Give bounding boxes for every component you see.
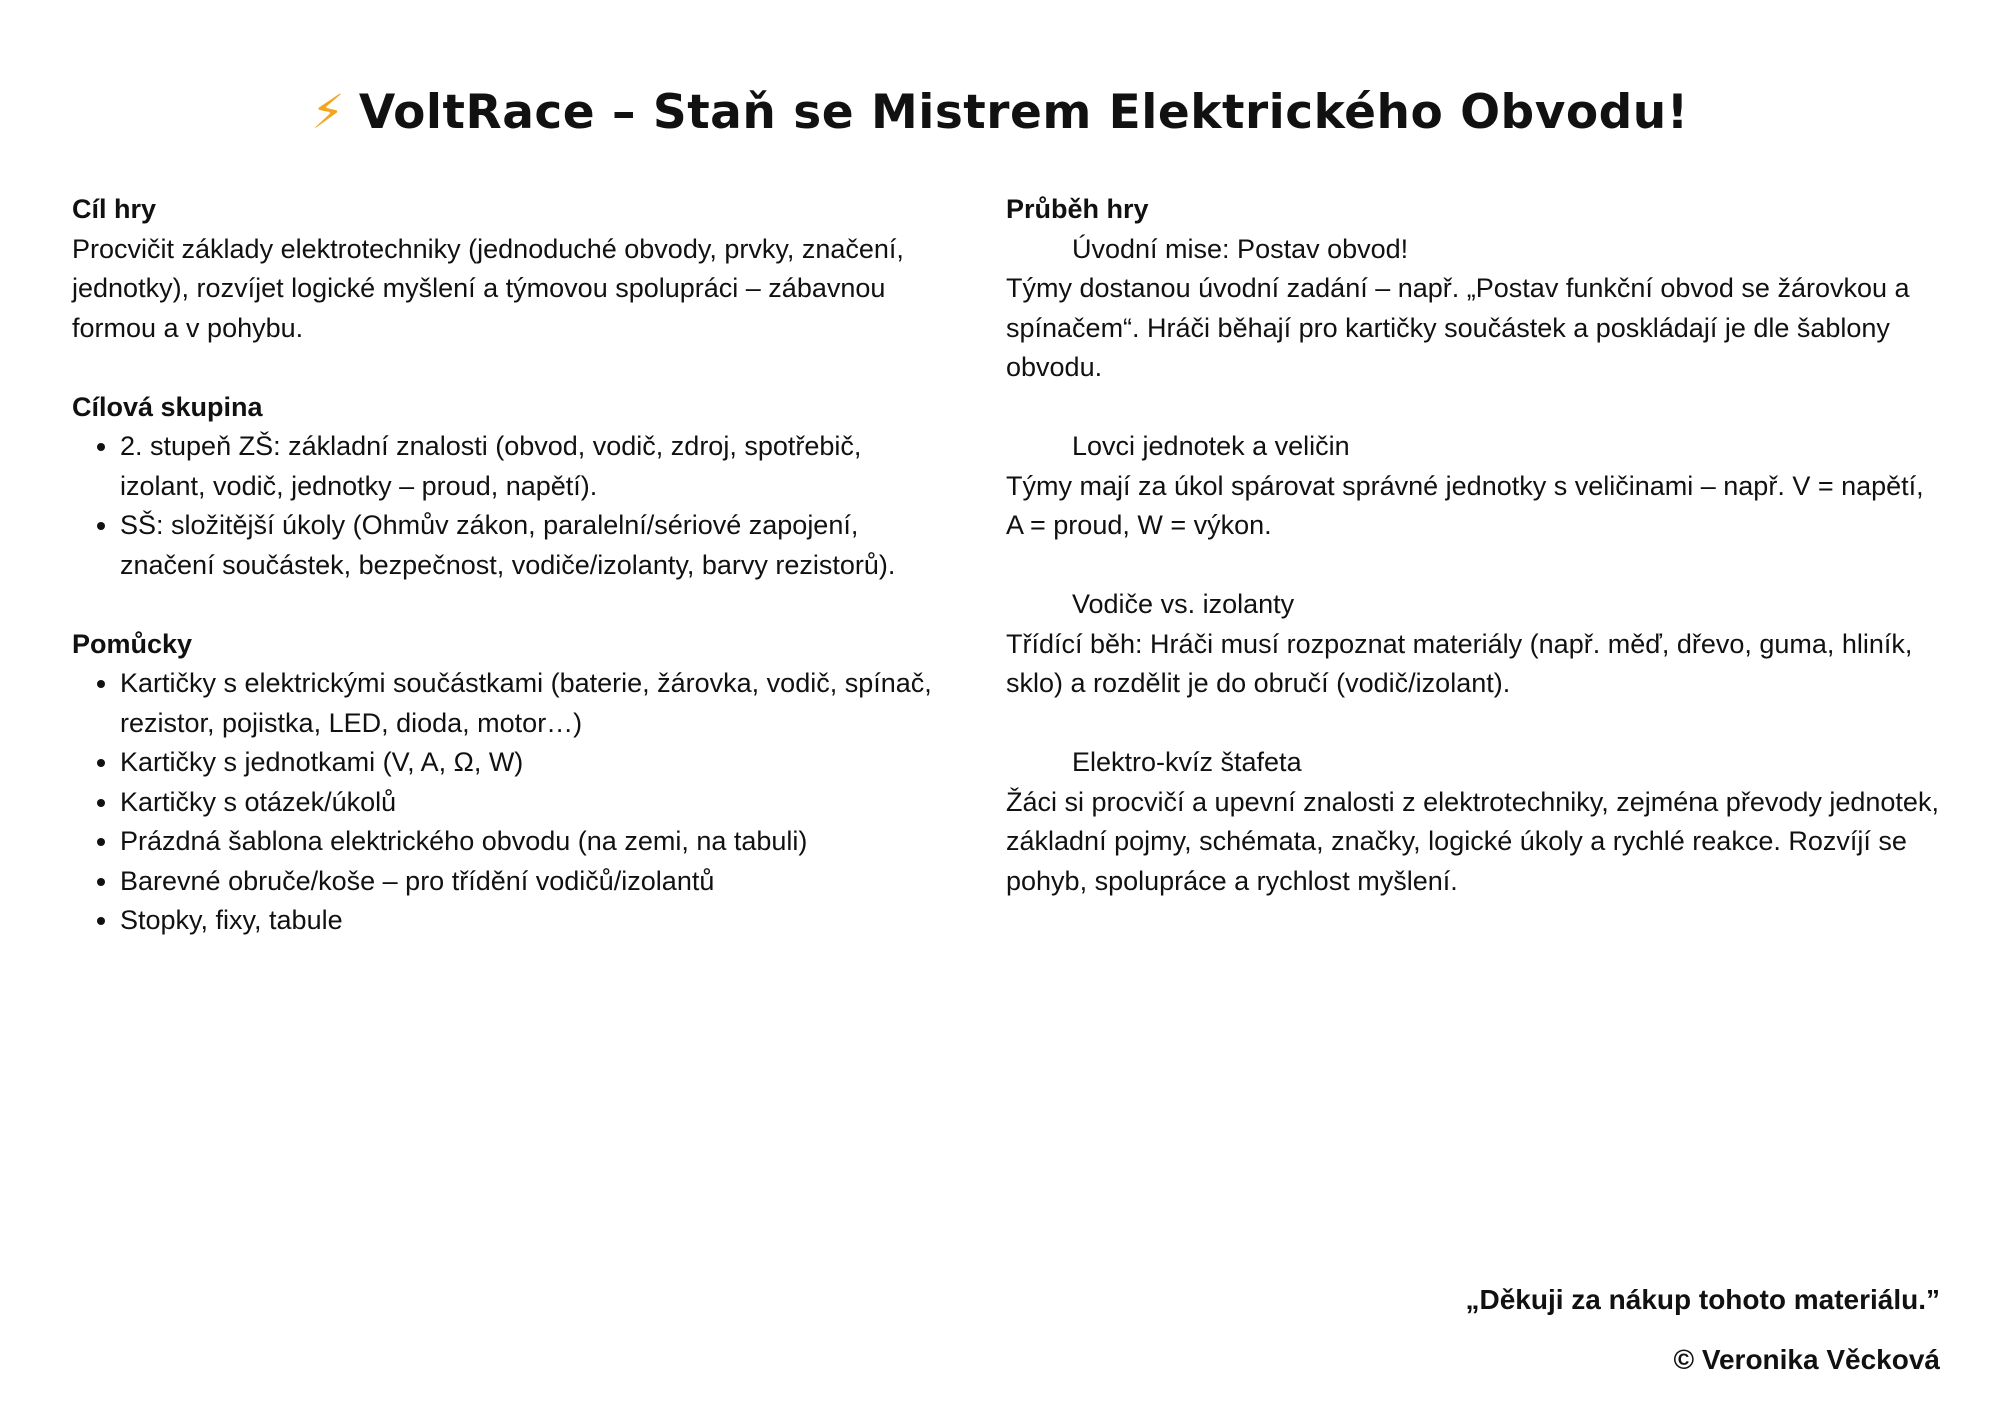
list-item: • SŠ: složitější úkoly (Ohmův zákon, paralelní/sériové zapojení, značení součástek, bezpečnost, vodiče/izolanty, barvy rezistorů). bbox=[120, 506, 952, 585]
mission-2 bbox=[1006, 427, 1946, 546]
target-group-section bbox=[72, 388, 952, 586]
goal-heading: Cíl hry bbox=[72, 194, 157, 224]
target-group-list bbox=[72, 427, 952, 585]
right-column bbox=[1006, 190, 1946, 901]
mission-3 bbox=[1006, 585, 1946, 704]
supplies-list bbox=[72, 664, 952, 941]
mission-title: Lovci jednotek a veličin bbox=[1072, 431, 1350, 461]
copyright-note: © Veronika Věcková bbox=[1673, 1344, 1940, 1375]
list-item: • Barevné obruče/koše – pro třídění vodičů/izolantů bbox=[120, 862, 952, 902]
mission-text: Žáci si procvičí a upevní znalosti z elektrotechniky, zejména převody jednotek, základní pojmy, schémata, značky, logické úkoly a rychlé reakce. Rozvíjí se pohyb, spolupráce a rychlost myšlení. bbox=[1006, 786, 1939, 896]
list-item: • 2. stupeň ZŠ: základní znalosti (obvod, vodič, zdroj, spotřebič, izolant, vodič, jednotky – proud, napětí). bbox=[120, 427, 952, 506]
goal-section bbox=[72, 190, 952, 348]
supplies-section bbox=[72, 625, 952, 941]
mission-title: Elektro-kvíz štafeta bbox=[1072, 747, 1302, 777]
game-flow-heading: Průběh hry bbox=[1006, 194, 1149, 224]
list-item: • Kartičky s jednotkami (V, A, Ω, W) bbox=[120, 743, 952, 783]
mission-text: Třídící běh: Hráči musí rozpoznat materiály (např. měď, dřevo, guma, hliník, sklo) a rozdělit je do obručí (vodič/izolant). bbox=[1006, 628, 1913, 698]
list-item: • Kartičky s elektrickými součástkami (baterie, žárovka, vodič, spínač, rezistor, pojistka, LED, dioda, motor…) bbox=[120, 664, 952, 743]
goal-text: Procvičit základy elektrotechniky (jednoduché obvody, prvky, značení, jednotky), rozvíjet logické myšlení a týmovou spolupráci – zábavnou formou a v pohybu. bbox=[72, 233, 904, 343]
page-title bbox=[0, 78, 2000, 148]
mission-title: Úvodní mise: Postav obvod! bbox=[1072, 233, 1409, 264]
list-item: • Prázdná šablona elektrického obvodu (na zemi, na tabuli) bbox=[120, 822, 952, 862]
page-title-text: VoltRace – Staň se Mistrem Elektrického Obvodu! bbox=[358, 85, 1689, 140]
mission-text: Týmy dostanou úvodní zadání – např. „Postav funkční obvod se žárovkou a spínačem“. Hráči běhají pro kartičky součástek a poskládají je dle šablony obvodu. bbox=[1006, 273, 1910, 382]
mission-text: Týmy mají za úkol spárovat správné jednotky s veličinami – např. V = napětí, A = proud, W = výkon. bbox=[1006, 470, 1924, 540]
left-column bbox=[72, 190, 952, 941]
target-group-heading: Cílová skupina bbox=[72, 391, 263, 422]
mission-1 bbox=[1006, 230, 1946, 388]
list-item: • Stopky, fixy, tabule bbox=[120, 901, 952, 941]
lightning-bolt-icon: ⚡ bbox=[311, 85, 345, 140]
thanks-note: „Děkuji za nákup tohoto materiálu.” bbox=[1465, 1284, 1940, 1315]
mission-4 bbox=[1006, 743, 1946, 901]
mission-title: Vodiče vs. izolanty bbox=[1072, 589, 1295, 619]
supplies-heading: Pomůcky bbox=[72, 628, 193, 659]
list-item: • Kartičky s otázek/úkolů bbox=[120, 783, 952, 823]
